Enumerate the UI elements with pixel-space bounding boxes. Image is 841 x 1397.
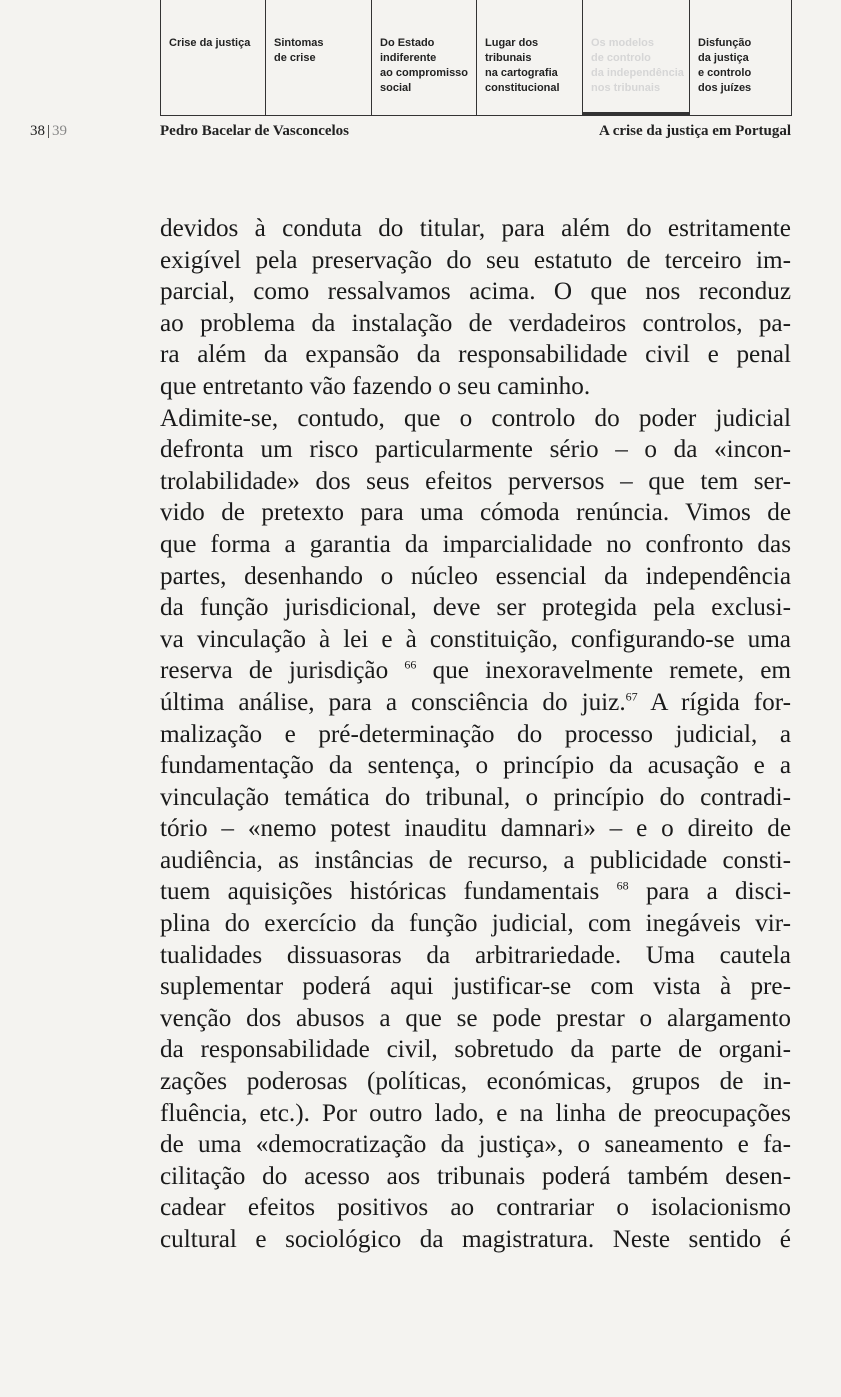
text-line: que entretanto vão fazendo o seu caminho.	[160, 372, 591, 400]
text-line: cultural e sociológico da magistratura. Neste sentido é	[160, 1226, 791, 1253]
nav-tab-5[interactable]: Os modelos de controlo da independência nos tribunais	[583, 0, 690, 116]
text-line: defronta um risco particularmente sério – o da «incon-	[160, 436, 791, 464]
text-line: devidos à conduta do titular, para além do estritamente	[160, 215, 791, 242]
text-line: de uma «democratização da justiça», o saneamento e fa-	[160, 1131, 791, 1159]
text-line: trolabilidade» dos seus efeitos perversos – que tem ser-	[160, 467, 791, 495]
chapter-navigation	[160, 0, 792, 116]
text-line: exigível pela preservação do seu estatuto de terceiro im-	[160, 246, 791, 274]
text-line: fundamentação da sentença, o princípio da acusação e a	[160, 752, 791, 780]
text-line: da responsabilidade civil, sobretudo da parte de organi-	[160, 1036, 791, 1064]
nav-tab-1[interactable]: Crise da justiça	[161, 0, 266, 116]
text-line: última análise, para a consciência do juiz.$^{67}$ A rígida for-	[160, 688, 791, 716]
running-header-title: A crise da justiça em Portugal	[598, 123, 791, 139]
text-line: suplementar poderá aqui justificar-se com vista à pre-	[160, 973, 791, 1001]
body-text	[160, 213, 791, 1256]
text-line: zações poderosas (políticas, económicas, grupos de in-	[160, 1068, 791, 1096]
nav-tab-6[interactable]: Disfunção da justiça e controlo dos juízes	[690, 0, 792, 116]
text-line: plina do exercício da função judicial, com inegáveis vir-	[160, 910, 791, 938]
page-number-right: 39	[52, 123, 68, 139]
text-line: vido de pretexto para uma cómoda renúncia. Vimos de	[160, 499, 791, 527]
text-line: tualidades dissuasoras da arbitrariedade. Uma cautela	[160, 941, 791, 969]
text-line: va vinculação à lei e à constituição, configurando-se uma	[160, 625, 791, 653]
text-line: fluência, etc.). Por outro lado, e na linha de preocupações	[160, 1099, 791, 1127]
text-line: ra além da expansão da responsabilidade civil e penal	[160, 341, 791, 369]
nav-tab-4[interactable]: Lugar dos tribunais na cartografia constitucional	[477, 0, 583, 116]
text-line: tório – «nemo potest inauditu damnari» – e o direito de	[160, 815, 791, 843]
text-line: venção dos abusos a que se pode prestar o alargamento	[160, 1004, 791, 1032]
nav-tab-2[interactable]: Sintomas de crise	[266, 0, 372, 116]
text-line: partes, desenhando o núcleo essencial da independência	[160, 562, 791, 590]
footnote-ref[interactable]: 68	[616, 879, 629, 894]
text-line: reserva de jurisdição $^{66}$ que inexoravelmente remete, em	[160, 657, 791, 685]
text-line: malização e pré-determinação do processo judicial, a	[160, 720, 791, 748]
text-line: Adimite-se, contudo, que o controlo do poder judicial	[160, 404, 791, 432]
text-line: da função jurisdicional, deve ser protegida pela exclusi-	[160, 594, 791, 622]
text-line: vinculação temática do tribunal, o princípio do contradi-	[160, 783, 791, 811]
page-number-left: 38	[30, 123, 45, 139]
text-line: ao problema da instalação de verdadeiros controlos, pa-	[160, 309, 791, 337]
text-line: parcial, como ressalvamos acima. O que nos reconduz	[160, 278, 791, 306]
running-header-author: Pedro Bacelar de Vasconcelos	[160, 123, 350, 139]
text-line: que forma a garantia da imparcialidade no confronto das	[160, 530, 791, 558]
page-number-separator: |	[47, 123, 51, 139]
text-line: tuem aquisições históricas fundamentais $^{68}$ para a disci-	[160, 878, 791, 906]
page-numbers	[30, 123, 67, 140]
text-line: audiência, as instâncias de recurso, a publicidade consti-	[160, 846, 791, 874]
text-line: cilitação do acesso aos tribunais poderá também desen-	[160, 1162, 791, 1190]
footnote-ref[interactable]: 67	[625, 689, 638, 704]
text-line: cadear efeitos positivos ao contrariar o isolacionismo	[160, 1194, 791, 1222]
footnote-ref[interactable]: 66	[404, 657, 417, 672]
nav-tab-3[interactable]: Do Estado indiferente ao compromisso social	[372, 0, 477, 116]
